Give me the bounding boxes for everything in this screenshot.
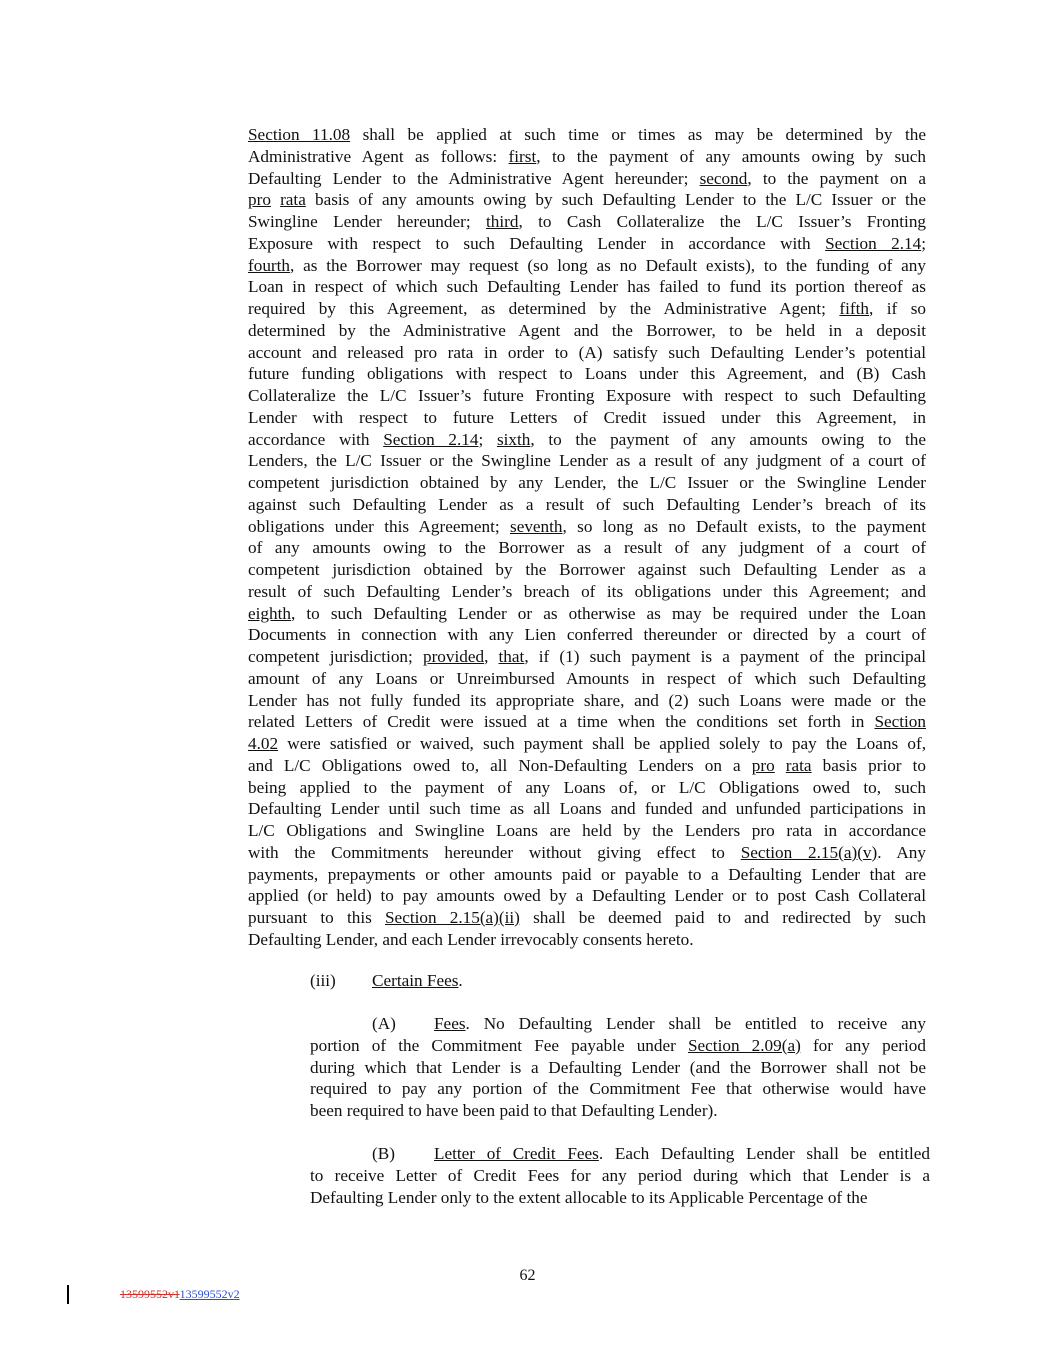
text-run: . Each Defaulting Lender shall be entitled [598,1144,930,1163]
main-paragraph-line [248,798,926,820]
section-title: Certain Fees [372,971,459,990]
text-run: required by this Agreement, as determined by the Administrative Agent; [248,299,840,318]
text-run: Exposure with respect to such Defaulting Lender in accordance with [248,233,826,253]
text-run [775,756,786,775]
text-run: competent jurisdiction obtained by any Lender, the L/C Issuer or the Swingline Lender [248,473,926,492]
change-bar [67,1285,69,1304]
main-paragraph-line [248,429,926,451]
text-run: determined by the Administrative Agent and the Borrower, to be held in a deposit [248,320,926,340]
text-run: with the Commitments hereunder without giving effect to [248,842,741,862]
text-run: portion of the Commitment Fee payable under [310,1035,688,1055]
text-run: , [484,647,499,666]
text-run: to receive Letter of Credit Fees for any period during which that Lender is a [310,1165,930,1185]
old-document-id: 13599552v1 [120,1287,180,1301]
main-paragraph-line [248,646,926,668]
paragraph-letter-of-credit-fees-line [310,1187,930,1209]
main-paragraph-line [248,603,926,625]
underlined-reference: first [508,146,537,166]
text-run: , to such Defaulting Lender or as otherwise as may be required under the Loan [290,603,926,623]
page-number: 62 [519,1267,536,1284]
text-run: and L/C Obligations owed to, all Non-Defaulting Lenders on a [248,755,752,775]
text-run: , as the Borrower may request (so long as no Default exists), to the funding of any [290,255,926,275]
main-paragraph-line [248,168,926,190]
document-id-footer [120,1287,240,1302]
text-run: Lender with respect to future Letters of Credit issued under this Agreement, in [248,407,926,427]
main-paragraph-line [248,494,926,516]
underlined-reference: Section 11.08 [248,125,351,144]
text-run: Collateralize the L/C Issuer’s future Fronting Exposure with respect to such Defaulting [248,386,926,405]
main-paragraph-line [248,320,926,342]
underlined-reference: Section 2.15(a)(v) [740,842,878,862]
main-paragraph-line [248,146,926,168]
underlined-reference: fifth [839,299,869,318]
main-paragraph-line [248,211,926,233]
text-run: amount of any Loans or Unreimbursed Amounts in respect of which such Defaulting [248,668,926,688]
text-run: competent jurisdiction obtained by the Borrower against such Defaulting Lender as a [248,560,926,579]
underlined-reference: seventh [510,516,563,536]
text-run: future funding obligations with respect to Loans under this Agreement, and (B) Cash [248,364,926,384]
main-paragraph-line [248,624,926,646]
main-paragraph-line [248,124,926,146]
underlined-reference: third [485,212,519,231]
text-run: Defaulting Lender, and each Lender irrevocably consents hereto. [248,929,694,949]
main-paragraph-line [248,690,926,712]
clause-number: (A) [372,1014,396,1033]
main-paragraph-line [248,276,926,298]
text-run: Defaulting Lender to the Administrative Agent hereunder; [248,168,700,188]
text-run: Lender has not fully funded its appropriate share, and (2) such Loans were made or the [248,690,926,710]
main-paragraph-line [248,842,926,864]
text-run: , to the payment on a [747,168,926,188]
text-run: obligations under this Agreement; [248,516,510,536]
text-run: , if (1) such payment is a payment of the principal [524,647,927,666]
text-run: , if so [869,299,926,318]
underlined-reference: rata [785,755,812,775]
text-run: account and released pro rata in order to (A) satisfy such Defaulting Lender’s potential [248,342,926,362]
underlined-reference: that [498,647,525,666]
text-run: related Letters of Credit were issued at a time when the conditions set forth in [248,712,875,732]
underlined-reference: pro [248,190,271,210]
text-run: basis of any amounts owing by such Defaulting Lender to the L/C Issuer or the [305,190,927,210]
underlined-reference: Fees [434,1014,466,1033]
paragraph-fees-line [310,1035,926,1057]
paragraph-fees-line [310,1078,926,1100]
main-paragraph-line [248,581,926,603]
text-run: during which that Lender is a Defaulting Lender (and the Borrower shall not be [310,1057,926,1077]
main-paragraph-line [248,298,926,320]
text-run: competent jurisdiction; [248,647,423,666]
underlined-reference: second [699,168,748,188]
main-paragraph-line [248,885,926,907]
paragraph-fees [310,1013,926,1122]
underlined-reference: provided [422,647,485,666]
main-paragraph-line [248,407,926,429]
paragraph-fees-line [310,1057,926,1079]
text-run: , to Cash Collateralize the L/C Issuer’s Fronting [518,212,927,231]
main-paragraph-line [248,189,926,211]
paragraph-fees-line [310,1013,926,1035]
text-run: basis prior to [811,755,926,775]
underlined-reference: eighth [248,603,291,623]
text-run: against such Defaulting Lender as a result of such Defaulting Lender’s breach of its [248,494,926,514]
text-run: Loan in respect of which such Defaulting Lender has failed to fund its portion thereof as [248,277,926,297]
text-run: , to the payment of any amounts owing by such [536,146,926,166]
text-run: result of such Defaulting Lender’s breach of its obligations under this Agreement; and [248,581,926,601]
main-paragraph-line [248,907,926,929]
underlined-reference: Section 2.14 [383,429,479,449]
text-run: pursuant to this [248,908,385,927]
main-paragraph-line [248,929,926,951]
underlined-reference: pro [751,755,775,775]
text-run: Lenders, the L/C Issuer or the Swingline Lender as a result of any judgment of a court of [248,451,926,471]
text-run: Defaulting Lender only to the extent allocable to its Applicable Percentage of the [310,1187,868,1207]
section-heading-certain-fees: (iii) Certain Fees. [310,971,463,990]
underlined-reference: sixth [496,429,531,449]
paragraph-letter-of-credit-fees-line [310,1165,930,1187]
text-run: were satisfied or waived, such payment shall be applied solely to pay the Loans of, [278,734,926,753]
text-run: for any period [800,1035,926,1055]
main-paragraph-line [248,342,926,364]
main-paragraph-line [248,777,926,799]
new-document-id: 13599552v2 [179,1287,240,1301]
main-paragraph-line [248,385,926,407]
text-run: Swingline Lender hereunder; [248,212,486,231]
text-run: shall be applied at such time or times as may be determined by the [350,125,926,144]
text-run [271,190,280,209]
text-run: of any amounts owing to the Borrower as a result of any judgment of a court of [248,538,926,558]
text-run: . Any [877,842,926,862]
main-paragraph-line [248,864,926,886]
main-paragraph-line [248,820,926,842]
paragraph-letter-of-credit-fees [310,1143,930,1208]
main-paragraph-line [248,668,926,690]
main-paragraph-line [248,755,926,777]
main-paragraph-line [248,537,926,559]
main-paragraph-line [248,733,926,755]
main-paragraph-line [248,472,926,494]
paragraph-fees-line [310,1100,926,1122]
underlined-reference: 4.02 [248,734,279,753]
main-paragraph-line [248,711,926,733]
main-paragraph [248,124,926,951]
underlined-reference: rata [280,190,306,210]
text-run: , so long as no Default exists, to the payment [562,516,926,536]
text-run: Documents in connection with any Lien conferred thereunder or directed by a court of [248,625,926,645]
main-paragraph-line [248,233,926,255]
main-paragraph-line [248,516,926,538]
text-run: Administrative Agent as follows: [248,146,509,166]
text-run: been required to have been paid to that Defaulting Lender). [310,1101,718,1120]
text-run: . No Defaulting Lender shall be entitled to receive any [465,1014,926,1033]
underlined-reference: fourth [248,255,291,275]
text-run: ; [478,429,497,449]
text-run: accordance with [248,429,384,449]
text-run: ; [921,233,926,253]
underlined-reference: Letter of Credit Fees [434,1144,599,1163]
text-run: payments, prepayments or other amounts paid or payable to a Defaulting Lender that are [248,864,926,884]
underlined-reference: Section 2.15(a)(ii) [385,908,520,927]
main-paragraph-line [248,363,926,385]
text-run: shall be deemed paid to and redirected by such [519,908,926,927]
main-paragraph-line [248,450,926,472]
text-run: L/C Obligations and Swingline Loans are held by the Lenders pro rata in accordance [248,821,926,840]
text-run: applied (or held) to pay amounts owed by a Defaulting Lender or to post Cash Collateral [248,886,926,906]
section-number: (iii) [310,971,336,990]
main-paragraph-line [248,255,926,277]
clause-number: (B) [372,1144,395,1163]
text-run: being applied to the payment of any Loans of, or L/C Obligations owed to, such [248,777,926,797]
text-run: Defaulting Lender until such time as all Loans and funded and unfunded participations in [248,799,926,819]
underlined-reference: Section 2.09(a) [687,1035,801,1055]
text-run: , to the payment of any amounts owing to the [530,429,926,449]
underlined-reference: Section 2.14 [825,233,922,253]
main-paragraph-line [248,559,926,581]
text-run: required to pay any portion of the Commitment Fee that otherwise would have [310,1079,926,1099]
underlined-reference: Section [874,712,926,732]
paragraph-letter-of-credit-fees-line [310,1143,930,1165]
